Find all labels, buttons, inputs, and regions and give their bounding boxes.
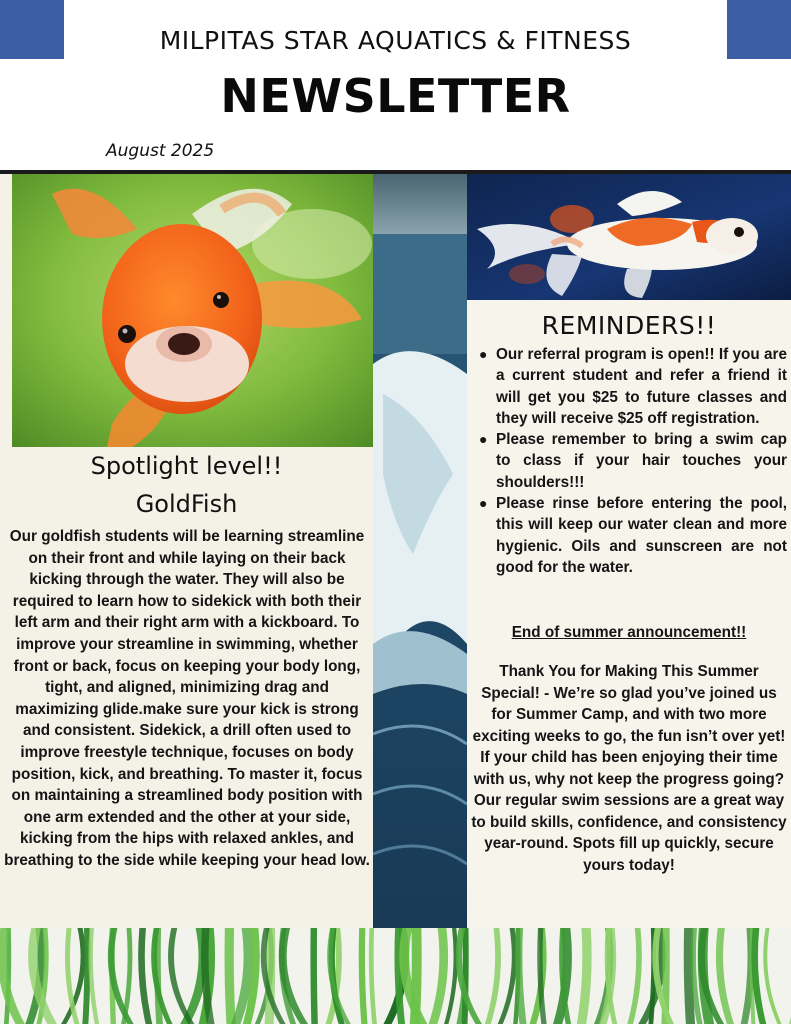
seaweed-border — [0, 928, 791, 1024]
seaweed-blade — [577, 928, 592, 1024]
seaweed-blade — [627, 928, 642, 1024]
end-of-summer-heading: End of summer announcement!! — [511, 624, 747, 641]
spotlight-level-name: GoldFish — [135, 490, 238, 518]
bullet-icon: ● — [479, 431, 488, 448]
seaweed-blade — [369, 928, 377, 1024]
newsletter-date: August 2025 — [106, 141, 215, 161]
seaweed-blade — [763, 928, 781, 1024]
koi-fish-photo — [467, 174, 791, 300]
reminders-list — [476, 344, 787, 578]
goldfish-photo — [12, 174, 373, 447]
reminders-title: REMINDERS!! — [541, 311, 717, 340]
reminder-text: Please rinse before entering the pool, this will keep our water clean and more hygienic. Oils and sunscreen are not good for the water. — [496, 495, 787, 576]
reminder-text: Our referral program is open!! If you are a current student and refer a friend it will get you $25 to future classes and they will receive $25 off registration. — [496, 346, 787, 427]
thank-you-paragraph: Thank You for Making This Summer Special! - We’re so glad you’ve joined us for Summer Camp, and with two more exciting weeks to go, the fun isn’t over yet! — [472, 663, 786, 745]
bullet-icon: ● — [479, 346, 488, 362]
seaweed-blade — [0, 928, 25, 1024]
list-item — [476, 493, 787, 578]
spotlight-description: Our goldfish students will be learning streamline on their front and while laying on their back kicking through the water. They will also be required to learn how to sidekick with both their left arm and their right arm with a kickboard. To improve your streamline in swimming, whether front or back, focus on keeping your body long, tight, and aligned, minimizing drag and maximizing glide.make sure your kick is strong and consistent. Sidekick, a drill often used to improve freestyle technique, focuses on body position, kick, and breathing. To master it, focus on maintaining a streamlined body position with one arm extended and the other at your side, kicking from the hips with relaxed ankles, and breathing to the side while keeping your head low. — [4, 528, 370, 869]
thank-you-message — [470, 661, 788, 876]
seaweed-blade — [279, 928, 308, 1024]
seaweed-blade — [716, 928, 734, 1024]
ocean-wave-photo — [373, 174, 467, 928]
seaweed-blade — [88, 928, 99, 1024]
reminder-text: Please remember to bring a swim cap to class if your hair touches your shoulders!!! — [496, 431, 787, 491]
seaweed-blade — [485, 928, 501, 1024]
newsletter-title: NEWSLETTER — [220, 69, 571, 123]
seaweed-blade — [359, 928, 368, 1024]
seaweed-blade — [429, 928, 448, 1024]
organization-name: MILPITAS STAR AQUATICS & FITNESS — [159, 26, 632, 55]
spotlight-title: Spotlight level!! — [90, 452, 283, 480]
bullet-icon: ● — [479, 495, 488, 512]
seaweed-blade — [65, 928, 79, 1024]
list-item — [476, 344, 787, 429]
seaweed-blade — [138, 928, 152, 1024]
seaweed-graphic — [0, 928, 791, 1024]
seaweed-blade — [225, 928, 236, 1024]
list-item — [476, 429, 787, 493]
enrollment-paragraph: If your child has been enjoying their time with us, why not keep the progress going? Our regular swim sessions are a great way to build skills, confidence, and consistency year-round. Spots fill up quickly, secure yours today! — [471, 749, 787, 874]
seaweed-blade — [310, 928, 317, 1024]
